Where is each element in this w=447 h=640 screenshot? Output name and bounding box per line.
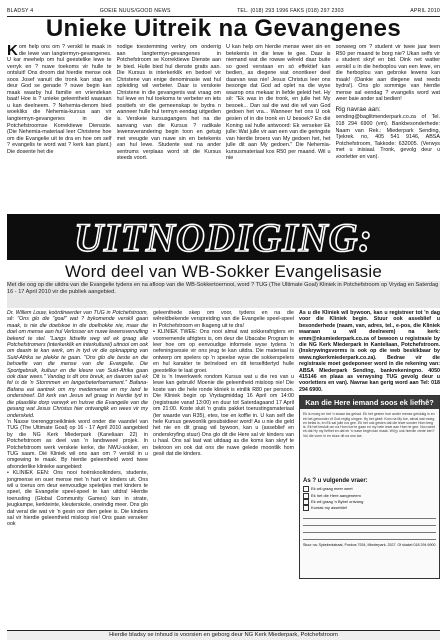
article-column-4 [336,44,441,214]
page-number: BLADSY 4 [7,8,34,14]
enquiry-details: sending@baglitmenderpark.co.za of Tel. 018 294 6900 (vm). Bankbesonderhede: Naam van Rek.: Miederpark Sending, Tjekrek. no, 405 541 9146, ABSA Potchefstroom, Takkode: 632005. (Verwys met u inisiaal. Tronk, gevolg deur u voorletter en van). [335,114,440,160]
article-top-columns [7,44,440,214]
article-headline: Unieke Uitreik na Gevangenes [45,15,402,42]
invitation-column-3 [299,310,440,628]
page-footer: Hierdie bladsy se inhoud is voorsien en geborg deur NG Kerk Miederpark, Potchefstroom [7,630,440,640]
advert-title: Kan die Here iemand soos ek liefhê? [300,396,439,409]
invitation-column-2 [153,310,294,628]
clinic-one-paragraph: • KLINIEK EEN: Ons nooi hoërskoolkinders, studente, jongmense en ouer mense met 'n hart vir kinders uit. Ons wil u toerus om deur eenvoudige speletjies met kinders te speel, die Evangelie speel-speel te kan uitdra! Hierdie toerusting (Global Community Games) kan in strate, jeugkampe, kerkteinte, kleuterskole, oneindig meer. Ons glo dat veral die wat vir 'n gesin oor dien gelee is. Die kinders sal vir hierdie geleentheid misloop nie! Ons gaan verseker ook [7,470,148,528]
form-line[interactable] [303,512,436,519]
checkbox[interactable] [303,505,309,511]
form-option-1[interactable]: Ek wil graag meer weet [303,486,436,492]
opportunities-paragraph: geleenthede skep om voor, tydens en na die wêreldbekende verspreiding van die Evangelie speel-speel in Potchefstroom en Ikageng uit te dra! [153,310,294,329]
invitation-columns [7,310,440,628]
column-2-text: nodige toestemming verkry om onderrig aan langtermyn-gevangenes in Potchefstroom se Korrektiewe Dienste aan te bied. Hulle bied hul dienste gratis aan. Die Kursus is interkerklik en bedoel vir Christene van enige denominasie wat hul opleiding wil verbeter. Daar is verskeie Christene in die gevangenis wat vraag om hul lewe en hul toekoms te verbeter en iets positiefs vir die gemeenskap te bydra n wanneer hulle hul termyn eendag uitgedien is. Verskeie kursusgangers het na die aanvang van die Kursus ? radikale lewensverandering begin toon en getuig met vreugde van nuwe sin en betekenis van hul lewe. Studente wat na ander sentrums verplaas word sit die Kursus steeds voort. [116,44,221,162]
column-3-text: U kan help om hierdie mense weer sin en betekenis in die lewe te gee. Daar is niemand wat die rowwe wêreld daar buite so goed verstaan en só effektief kan bedien, as diegene wat onontkeer deel daarvan was nie! Jesus Christus leer ons besonge dat God ad oplet na die wyse waarop ons mekaar in liefde geleid het. Hy sê: "Ek was in die tronk, en julle het My besoek... Dan sal die wat die wil van God gedoen het vra... Wanneer het ons U ook gesien of in die tronk en U besoek? En dié Koning sal hulle antwoord: Ek verseker Ek julle: Wat julle vir aan een van die geringste van hierdie broers van My gedoen het, het julle dit aan My gedoen." Die Nehemia-kursusmateriaal kos R50 per maand. Wil u nie [226,44,331,162]
form-option-2[interactable]: Ek het die Here aangeneem [303,493,436,499]
article-column-3 [226,44,331,214]
contact-line: TEL. (018) 293 1996 FAKS (018) 297 2303 [237,8,344,14]
advert-box [299,395,440,579]
column-4-text: oorweeg om ? student vir twee jaar teen R50 per maand te borg nie? Ukan selfs vir u student skryf en bid. Dink net watter verskil u in die herboplou van een lewe, en die herboplou van gebroke lewens kan maak! (Dankie aan diegene wat reeds bydra!). Ons glo sommige van hierdie mense sal eendag ? evangelis word wat weer baie ander sal bedien! [335,44,440,103]
clinic-paragraph: 'n Nasse toerenggroeikliniek word onder die vaandel van TUG (The Ultimate Goal) op 16 - 17 April 2010 aangebied by die NG Kerk Miederpark (Kaneliaan 22) in Potchefstroom as deel van 'n landsweeë projek. In Potchefstroom werk verskeie kerke, die NWU-sokker, en TUG saam. Dié Kliniek wil ons aan om ? verskil in u omgewing te maak. By hierdie geleentheid word twee afsonderlike klinieke aangebied: [7,418,148,470]
form-line[interactable] [303,519,436,526]
checkbox[interactable] [303,493,309,499]
clinic-two-paragraph: • KLINIEK TWEE: Ons nooi almal wat sokkerafrigters en voornemende afrigters is, om deur die Ubacabe Program te leer hoe om op eenvoudige informele wyse tydens 'n oefeningsessie vir ons jeug te kan uitdra. Die materiaal is ontwerp om spelers op 'n speelse wyse die sokkerspelers en hul karakter te beïnvloed en dit terselfdertyd hulle geestelike te laat groei. [153,329,294,374]
enquiry-box [336,107,441,160]
registration-paragraph: As u die Kliniek wil bywoon, kan u registreer tot 'n dag voor die Kliniek begin. Stuur ook asseblief u besonderhede (naam, van, adres, tel., e-pos, die Kliniek waaraan u wil deelneem) na kerk: emm@nksmiederpark.co.za of bewoon u registrasie by die NG Kerk Miederpark in Kanteliaan, Potchefstroom. (Inskrywingsvorms is ook op die web beskikbaar by www.ngkerkmiederpark.co.za). Bedrae vir die registrasie moet gedeponeer word in die rekening van: ABSA Miederpark Sending, bankrekeningno. 4050 415146 en plaas as verwysing TUG gevolg deur u voorletters en van). Navrae kan gerig word aan Tel: 018 294 6900. [299,310,440,393]
form-option-3[interactable]: Ek wil graag 'n Bybel ontvang [303,499,436,505]
invitation-banner [7,214,440,260]
enquiry-title: Rig navrae aan: [335,105,381,113]
form-line[interactable] [303,533,436,540]
checkbox[interactable] [303,486,309,492]
article-column-2 [117,44,222,214]
intro-paragraph: Met die oog op die uitdra van die Evangelie tydens en na afloop van die WB-Sokkertoernooi, word ? TUG (The Ultimate Goal) Kliniek in Potchefstroom op Vrydag en Saterdag 16 - 17 April 2010 vir die publiek aangebied. [7,282,439,295]
column-1-text: om help ons om ? verskil te maak in die lewe van langtermyn-gevangenes. U kar meehelp om hul geestelike lewe te verryk en ? nuwe toekoms vir hulle te ontsluit! Ons droom dat hierdie mense ook soos Josef vanuit die tronk kan stap en deur God se genade ? nuwe begin kan maak waarby hul familie en vriendekan baat! Hoe is ? unieke geleentheid waaraan u kan deelneem. ? Nehemia-denom bied woekliks die Nehemia-kursus aan vir langtermyn-gevangenes in die Potchefstroomse Korrektiewe Diensste. (Die Nehemia-materiaal leer Christene hoe om die Evangelie uit te dra en hoe om self ? evangelis te word wat ? kerk kan plant.) Die dosente het die [7,44,112,155]
banner-text: UITNODIGING: [74,214,373,260]
issue-date: APRIL 2010 [410,8,440,14]
publication-name: GOEIE NUUS/GOOD NEWS [99,8,171,14]
form-line[interactable] [303,526,436,533]
advert-body: Ek is moeg en het 'n swaar las gehad. Ek het gesien hoe ander mense gelukkig is en ek het gewonder of God regtig omgee. Hy het gesê: Kom na My toe, almal wat moeg en belas is, en Ek sal julle rus gee. Ek het ook gesien dat die lewe sonder Hom leeg is. Ek het besluit om na Hom toe te gaan en my hele lewe aan Hom te gee. Nou weet ek dat Hy my liefhet en dat ek 'n nuwe begin kan maak. Wil jy ook hierdie vrede ken? Vul die vorm in en stuur dit na ons toe. [303,412,435,438]
invitation-subheading: Word deel van WB-Sokker Evangelisasie [64,262,382,281]
article-column-1 [7,44,112,214]
quote-paragraph: Dr. Willem Louw, koördineerder van TUG in Potchefstroom, sê: "Ons glo die "goal" wat ? bykomende verskil gaan maak, is nie die doelskoe in die doelhokke nie, maar die doel om mense aan hul Verlosser en nuwe lewensvervulling bekend te stel. "Langs Iidselfe weg wil ek graag alle Potchefstromers (interkerklik en interkulturel) uitnooi om ook om daarin te kan werk, om in tyd vir die opknapping van Suid-Afrika se plekke te gaan. "Ons glo die beste en die behoefte van die mense van die Evangelie. Die Sportgebruik, kultuur en die kleure van Suid-Afrika gaan ook daar wees." Vandag is dit ons breuk, en daarom sal ek fel is de 'n Stormmen en langerbeterfoerrament." Bafana-Bafana eai aantrek om my medemense en my land te onderstreef. Dit kerk van Jesus wil graag in hierdie tyd in die plaaslike dorp vanwyk en huisve die Evangelie van die gesang wat Jesus Christus hier ontvanglik en wees vir my onderskeid. [7,310,148,419]
checkbox[interactable] [303,499,309,505]
drop-cap: K [7,44,18,59]
cost-paragraph: Dit is 'n Inwerkwerk rondom Kursus wat u die res van u lewe kan gebruik! Moenie die geleentheid misloop nie! Die koste van die hele ronde kliniek is eintlik R80 per persoon. Die Kliniek begin op Vrydagmiddag 16 April om 14:00 (registrasie vanaf 13:00) en duur tot Saterdagaand 17 April om 21:00. Koste sluit 'n gratis pakket toerustingsmateriaal (ter waarde van R35), etes, toe en koffie in. U kan self die hele Kursus gewoonlik gesubsidieer word! As u nie die geld het nie en dit graag wil bywoon, kan u (asseblief en onderskryfing stuur) Ons glo dit die Here sal vir kinders van u haal. Ons sal laat wat uitdaag as die koms kan skryf te bekroon en ook dat ons die nuwe gelede moontlik hom gesê dat die kinders. [153,374,294,457]
response-form [303,478,436,547]
form-address: Stuur na: Sybekerkstraat, Posbus 7934, Miederpark, 2527. Of skakel 018 294 6900 [303,542,436,547]
form-title: As ? u vulgende vraer: [303,478,368,485]
invitation-column-1 [7,310,148,628]
form-option-4[interactable]: Kontak my asseblief [303,505,436,511]
